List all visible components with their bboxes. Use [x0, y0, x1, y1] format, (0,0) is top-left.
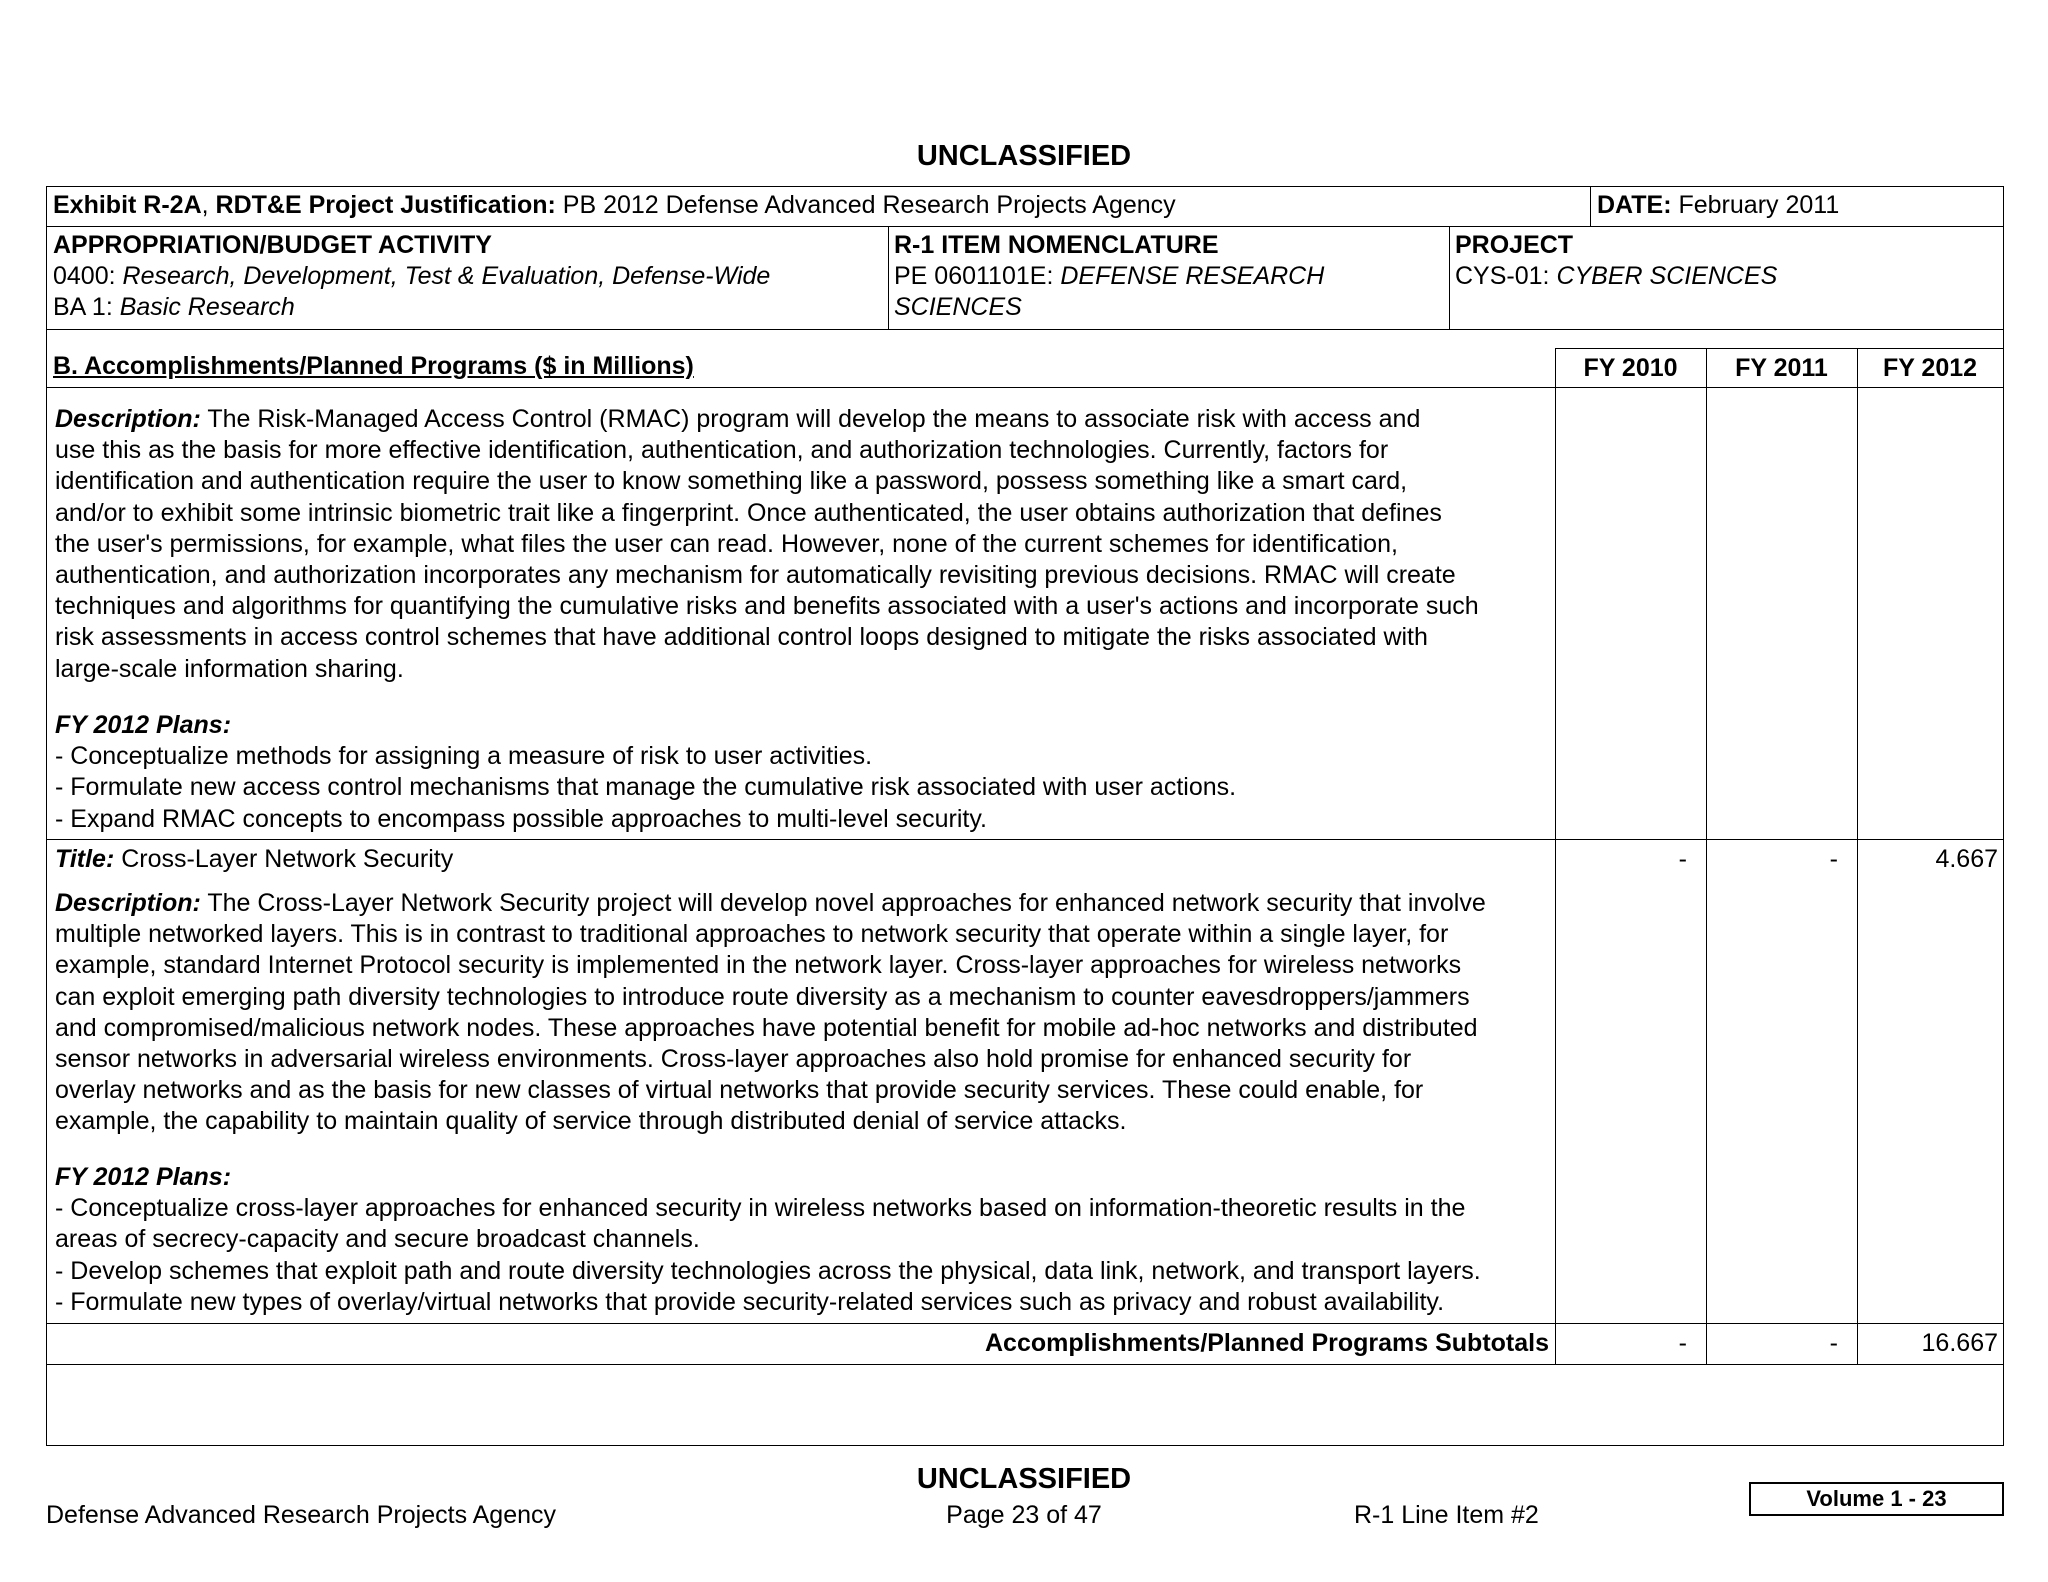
description-line: example, standard Internet Protocol security is implemented in the network layer. Cross-layer approaches for wireless networks [55, 951, 1462, 980]
budget-activity-text: Basic Research [119, 293, 295, 321]
r1-item-label: R-1 ITEM NOMENCLATURE [894, 231, 1219, 259]
program2-fy2012-value: 4.667 [1935, 845, 1998, 873]
description-line: can exploit emerging path diversity technologies to introduce route diversity as a mechanism to counter eavesdroppers/jammers [55, 982, 1470, 1011]
date-label: DATE: [1597, 191, 1672, 219]
volume-box: Volume 1 - 23 [1749, 1482, 2004, 1516]
subtotal-fy2012-value: 16.667 [1921, 1329, 1998, 1357]
divider [1449, 226, 1450, 329]
fy2012-header: FY 2012 [1882, 354, 1978, 382]
description-line: overlay networks and as the basis for new classes of virtual networks that provide security services. These could enable, for [55, 1076, 1424, 1105]
project-text: CYBER SCIENCES [1556, 262, 1778, 290]
exhibit-label: Exhibit R-2A [53, 191, 202, 219]
description-text: The Cross-Layer Network Security project will develop novel approaches for enhanced network security that involve [200, 889, 1486, 917]
r1-item-text: DEFENSE RESEARCH [1060, 262, 1325, 290]
exhibit-title-value: PB 2012 Defense Advanced Research Projects Agency [555, 191, 1176, 219]
footer-page-number: Page 23 of 47 [946, 1501, 1102, 1529]
description-line: techniques and algorithms for quantifying the cumulative risks and benefits associated with a user's actions and incorporate such [55, 592, 1479, 621]
classification-header: UNCLASSIFIED [916, 140, 1132, 172]
divider [1590, 187, 1591, 226]
appropriation-text: Research, Development, Test & Evaluation, Defense-Wide [122, 262, 771, 290]
divider [1555, 348, 2003, 349]
description-line: sensor networks in adversarial wireless environments. Cross-layer approaches also hold promise for enhanced security for [55, 1045, 1412, 1074]
project-code: CYS-01: [1455, 262, 1557, 290]
plans-line: - Formulate new access control mechanisms that manage the cumulative risk associated with user actions. [55, 773, 1237, 802]
program1-description [55, 404, 1479, 685]
appropriation-code: 0400: [53, 262, 123, 290]
appropriation-line-2 [53, 292, 770, 323]
plans-line: - Develop schemes that exploit path and route diversity technologies across the physical, data link, network, and transport layers. [55, 1256, 1481, 1285]
program2-description [55, 888, 1486, 1138]
program2-title [55, 844, 453, 875]
exhibit-title-label: RDT&E Project Justification: [215, 191, 556, 219]
plans-label: FY 2012 Plans: [55, 711, 232, 739]
section-title: B. Accomplishments/Planned Programs ($ in Millions) [53, 352, 694, 380]
program2-fy2011-value: - [1829, 845, 1838, 873]
description-line: risk assessments in access control schemes that have additional control loops designed to mitigate the risks associated with [55, 623, 1428, 652]
r1-item-code: PE 0601101E: [894, 262, 1061, 290]
exhibit-title [53, 190, 1176, 221]
project-label: PROJECT [1455, 231, 1574, 259]
plans-line: - Formulate new types of overlay/virtual networks that provide security-related services such as privacy and robust availability. [55, 1287, 1445, 1316]
description-line: the user's permissions, for example, what files the user can read. However, none of the current schemes for identification, [55, 529, 1398, 558]
description-line: example, the capability to maintain quality of service through distributed denial of service attacks. [55, 1107, 1127, 1136]
project-block [1455, 230, 1777, 292]
r1-item-line-2: SCIENCES [894, 293, 1022, 321]
title-value: Cross-Layer Network Security [114, 845, 454, 873]
subtotal-fy2010-value: - [1678, 1329, 1687, 1357]
divider [47, 329, 2003, 330]
r1-item-block [894, 230, 1324, 323]
budget-activity-code: BA 1: [53, 293, 120, 321]
column-divider [1857, 348, 1858, 1364]
fy2011-header: FY 2011 [1735, 354, 1828, 382]
appropriation-line-1 [53, 261, 770, 292]
description-line: use this as the basis for more effective identification, authentication, and authorization technologies. Currently, factors for [55, 436, 1389, 465]
date-value: February 2011 [1671, 191, 1840, 219]
description-label: Description: [55, 889, 201, 917]
subtotal-fy2011-value: - [1829, 1329, 1838, 1357]
divider [47, 226, 2003, 227]
footer-agency: Defense Advanced Research Projects Agency [46, 1501, 557, 1529]
description-line: and compromised/malicious network nodes. These approaches have potential benefit for mobile ad-hoc networks and distributed [55, 1013, 1478, 1042]
r1-item-line-1 [894, 261, 1324, 292]
description-line [55, 404, 1479, 435]
appropriation-label: APPROPRIATION/BUDGET ACTIVITY [53, 231, 492, 259]
exhibit-date [1597, 190, 1839, 221]
project-line [1455, 261, 1777, 292]
description-line: multiple networked layers. This is in contrast to traditional approaches to network security that operate within a single layer, for [55, 920, 1449, 949]
title-label: Title: [55, 845, 115, 873]
fy2010-header: FY 2010 [1583, 354, 1678, 382]
program2-plans [55, 1162, 1481, 1318]
plans-line: areas of secrecy-capacity and secure broadcast channels. [55, 1225, 700, 1254]
footer-line-item: R-1 Line Item #2 [1354, 1501, 1539, 1529]
plans-line: - Conceptualize cross-layer approaches for enhanced security in wireless networks based on information-theoretic results in the [55, 1194, 1466, 1223]
description-line: authentication, and authorization incorporates any mechanism for automatically revisiting previous decisions. RMAC will create [55, 561, 1456, 590]
exhibit-separator: , [201, 191, 216, 219]
description-label: Description: [55, 405, 201, 433]
plans-label: FY 2012 Plans: [55, 1163, 232, 1191]
column-divider [1555, 348, 1556, 1364]
classification-footer: UNCLASSIFIED [916, 1463, 1132, 1495]
plans-line: - Conceptualize methods for assigning a measure of risk to user activities. [55, 742, 873, 771]
subtotals-label: Accomplishments/Planned Programs Subtotals [984, 1329, 1549, 1357]
description-text: The Risk-Managed Access Control (RMAC) program will develop the means to associate risk with access and [200, 405, 1421, 433]
divider [47, 1364, 2003, 1365]
divider [47, 839, 2003, 840]
divider [888, 226, 889, 329]
appropriation-block [53, 230, 770, 323]
description-line: large-scale information sharing. [55, 654, 404, 683]
program2-fy2010-value: - [1678, 845, 1687, 873]
plans-line: - Expand RMAC concepts to encompass possible approaches to multi-level security. [55, 804, 987, 833]
column-divider [1706, 348, 1707, 1364]
divider [47, 387, 2003, 388]
description-line: identification and authentication require the user to know something like a password, possess something like a smart card, [55, 467, 1408, 496]
program1-plans [55, 710, 1236, 835]
description-line [55, 888, 1486, 919]
description-line: and/or to exhibit some intrinsic biometric trait like a fingerprint. Once authenticated, the user obtains authorization that defines [55, 498, 1442, 527]
divider [47, 1323, 2003, 1324]
